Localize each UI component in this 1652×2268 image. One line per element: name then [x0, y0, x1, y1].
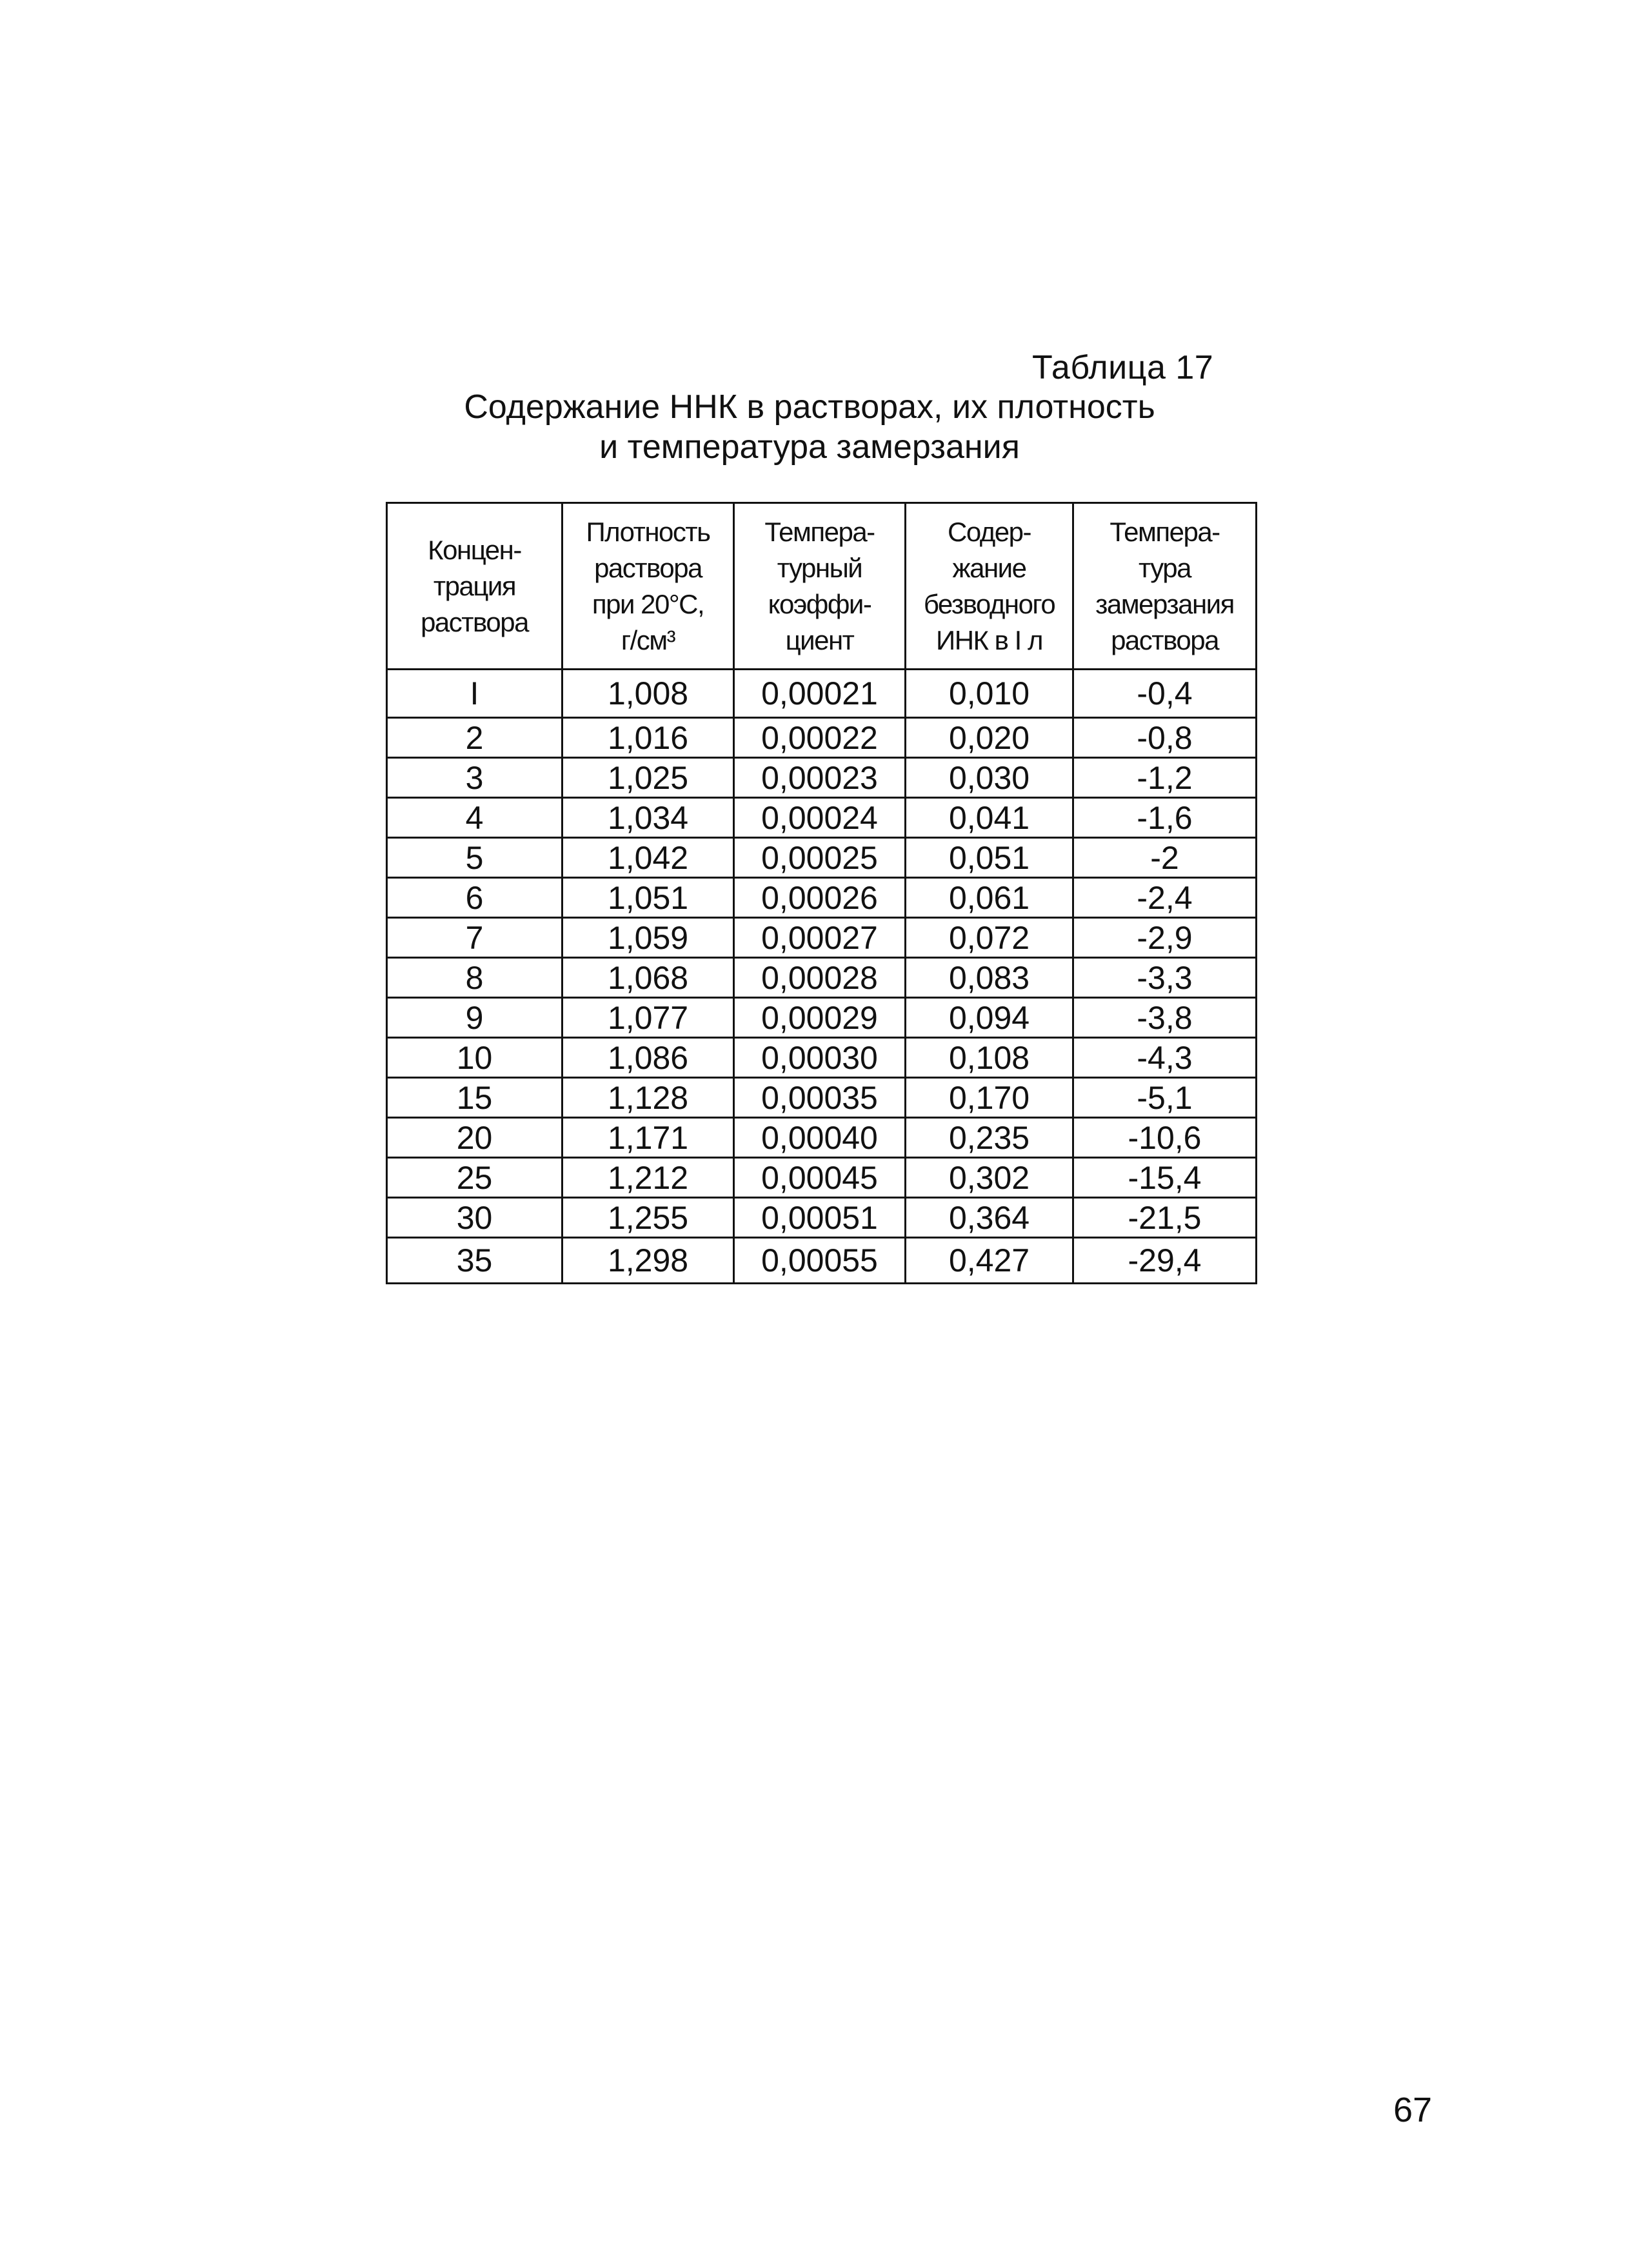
table-header [387, 503, 1257, 670]
data-table [386, 502, 1257, 1284]
cell-density: 1,042 [562, 838, 734, 878]
table-row [387, 718, 1257, 758]
cell-concentration: I [387, 670, 562, 718]
cell-freezing-temp: -2,4 [1073, 878, 1257, 918]
cell-freezing-temp: -3,3 [1073, 958, 1257, 998]
table-row [387, 958, 1257, 998]
header-line: Плотность [586, 516, 710, 547]
cell-temp-coefficient: 0,00021 [734, 670, 906, 718]
cell-temp-coefficient: 0,00022 [734, 718, 906, 758]
cell-concentration: 20 [387, 1118, 562, 1158]
header-concentration [387, 503, 562, 670]
header-line: циент [785, 624, 854, 655]
cell-freezing-temp: -1,2 [1073, 758, 1257, 798]
caption-line-1: Содержание ННК в растворах, их плотность [464, 388, 1155, 426]
cell-density: 1,051 [562, 878, 734, 918]
cell-anhydrous-content: 0,061 [906, 878, 1073, 918]
cell-freezing-temp: -15,4 [1073, 1158, 1257, 1198]
table-body [387, 670, 1257, 1284]
cell-freezing-temp: -21,5 [1073, 1198, 1257, 1238]
table-row [387, 1078, 1257, 1118]
caption-line-2: и температура замерзания [599, 428, 1020, 466]
cell-anhydrous-content: 0,030 [906, 758, 1073, 798]
cell-freezing-temp: -0,4 [1073, 670, 1257, 718]
cell-density: 1,128 [562, 1078, 734, 1118]
header-line: г/см³ [621, 624, 675, 655]
table-row [387, 1198, 1257, 1238]
cell-anhydrous-content: 0,108 [906, 1038, 1073, 1078]
cell-density: 1,059 [562, 918, 734, 958]
cell-density: 1,086 [562, 1038, 734, 1078]
header-line: ИНК в I л [936, 624, 1042, 655]
cell-density: 1,008 [562, 670, 734, 718]
header-line: тура [1139, 552, 1191, 583]
cell-temp-coefficient: 0,00024 [734, 798, 906, 838]
cell-temp-coefficient: 0,00051 [734, 1198, 906, 1238]
table-row [387, 838, 1257, 878]
header-line: жание [952, 552, 1026, 583]
table-row [387, 1158, 1257, 1198]
cell-anhydrous-content: 0,427 [906, 1238, 1073, 1284]
cell-anhydrous-content: 0,020 [906, 718, 1073, 758]
header-line: раствора [594, 552, 702, 583]
cell-density: 1,025 [562, 758, 734, 798]
cell-anhydrous-content: 0,094 [906, 998, 1073, 1038]
header-line: раствора [421, 606, 528, 637]
cell-anhydrous-content: 0,051 [906, 838, 1073, 878]
cell-concentration: 2 [387, 718, 562, 758]
cell-temp-coefficient: 0,00055 [734, 1238, 906, 1284]
cell-freezing-temp: -0,8 [1073, 718, 1257, 758]
cell-anhydrous-content: 0,235 [906, 1118, 1073, 1158]
header-row [387, 503, 1257, 670]
cell-anhydrous-content: 0,170 [906, 1078, 1073, 1118]
header-line: трация [433, 570, 516, 601]
table-row [387, 998, 1257, 1038]
cell-anhydrous-content: 0,083 [906, 958, 1073, 998]
cell-temp-coefficient: 0,00035 [734, 1078, 906, 1118]
table-row [387, 918, 1257, 958]
cell-temp-coefficient: 0,00027 [734, 918, 906, 958]
cell-concentration: 30 [387, 1198, 562, 1238]
header-line: безводного [923, 588, 1055, 619]
header-line: Содер- [948, 516, 1031, 547]
cell-freezing-temp: -29,4 [1073, 1238, 1257, 1284]
cell-concentration: 4 [387, 798, 562, 838]
cell-density: 1,016 [562, 718, 734, 758]
header-line: при 20°С, [592, 588, 704, 619]
cell-concentration: 6 [387, 878, 562, 918]
cell-concentration: 35 [387, 1238, 562, 1284]
header-anhydrous-content [906, 503, 1073, 670]
cell-freezing-temp: -4,3 [1073, 1038, 1257, 1078]
cell-freezing-temp: -5,1 [1073, 1078, 1257, 1118]
table-row [387, 1118, 1257, 1158]
table-row [387, 758, 1257, 798]
cell-temp-coefficient: 0,00029 [734, 998, 906, 1038]
cell-density: 1,298 [562, 1238, 734, 1284]
cell-temp-coefficient: 0,00040 [734, 1118, 906, 1158]
cell-freezing-temp: -10,6 [1073, 1118, 1257, 1158]
header-line: Темпера- [764, 516, 875, 547]
cell-concentration: 3 [387, 758, 562, 798]
table-row [387, 798, 1257, 838]
cell-freezing-temp: -1,6 [1073, 798, 1257, 838]
cell-density: 1,077 [562, 998, 734, 1038]
cell-concentration: 10 [387, 1038, 562, 1078]
cell-temp-coefficient: 0,00023 [734, 758, 906, 798]
cell-concentration: 9 [387, 998, 562, 1038]
table-row [387, 670, 1257, 718]
header-line: замерзания [1095, 588, 1234, 619]
cell-density: 1,034 [562, 798, 734, 838]
cell-anhydrous-content: 0,010 [906, 670, 1073, 718]
page-number: 67 [1393, 2091, 1433, 2129]
cell-temp-coefficient: 0,00028 [734, 958, 906, 998]
cell-anhydrous-content: 0,041 [906, 798, 1073, 838]
header-line: раствора [1111, 624, 1219, 655]
cell-freezing-temp: -2,9 [1073, 918, 1257, 958]
cell-temp-coefficient: 0,00026 [734, 878, 906, 918]
cell-concentration: 7 [387, 918, 562, 958]
cell-freezing-temp: -2 [1073, 838, 1257, 878]
table-caption [387, 387, 1232, 467]
table-row [387, 1038, 1257, 1078]
cell-anhydrous-content: 0,072 [906, 918, 1073, 958]
header-line: Концен- [428, 534, 521, 565]
table-number-label: Таблица 17 [1032, 349, 1214, 386]
cell-density: 1,255 [562, 1198, 734, 1238]
cell-concentration: 15 [387, 1078, 562, 1118]
cell-temp-coefficient: 0,00030 [734, 1038, 906, 1078]
cell-concentration: 8 [387, 958, 562, 998]
cell-temp-coefficient: 0,00025 [734, 838, 906, 878]
table-row [387, 1238, 1257, 1284]
cell-freezing-temp: -3,8 [1073, 998, 1257, 1038]
header-line: коэффи- [768, 588, 871, 619]
cell-concentration: 25 [387, 1158, 562, 1198]
cell-density: 1,171 [562, 1118, 734, 1158]
header-line: Темпера- [1110, 516, 1220, 547]
cell-density: 1,212 [562, 1158, 734, 1198]
cell-anhydrous-content: 0,364 [906, 1198, 1073, 1238]
header-density [562, 503, 734, 670]
cell-anhydrous-content: 0,302 [906, 1158, 1073, 1198]
header-freezing-temp [1073, 503, 1257, 670]
cell-concentration: 5 [387, 838, 562, 878]
header-temp-coefficient [734, 503, 906, 670]
table-row [387, 878, 1257, 918]
cell-density: 1,068 [562, 958, 734, 998]
header-line: турный [777, 552, 862, 583]
cell-temp-coefficient: 0,00045 [734, 1158, 906, 1198]
